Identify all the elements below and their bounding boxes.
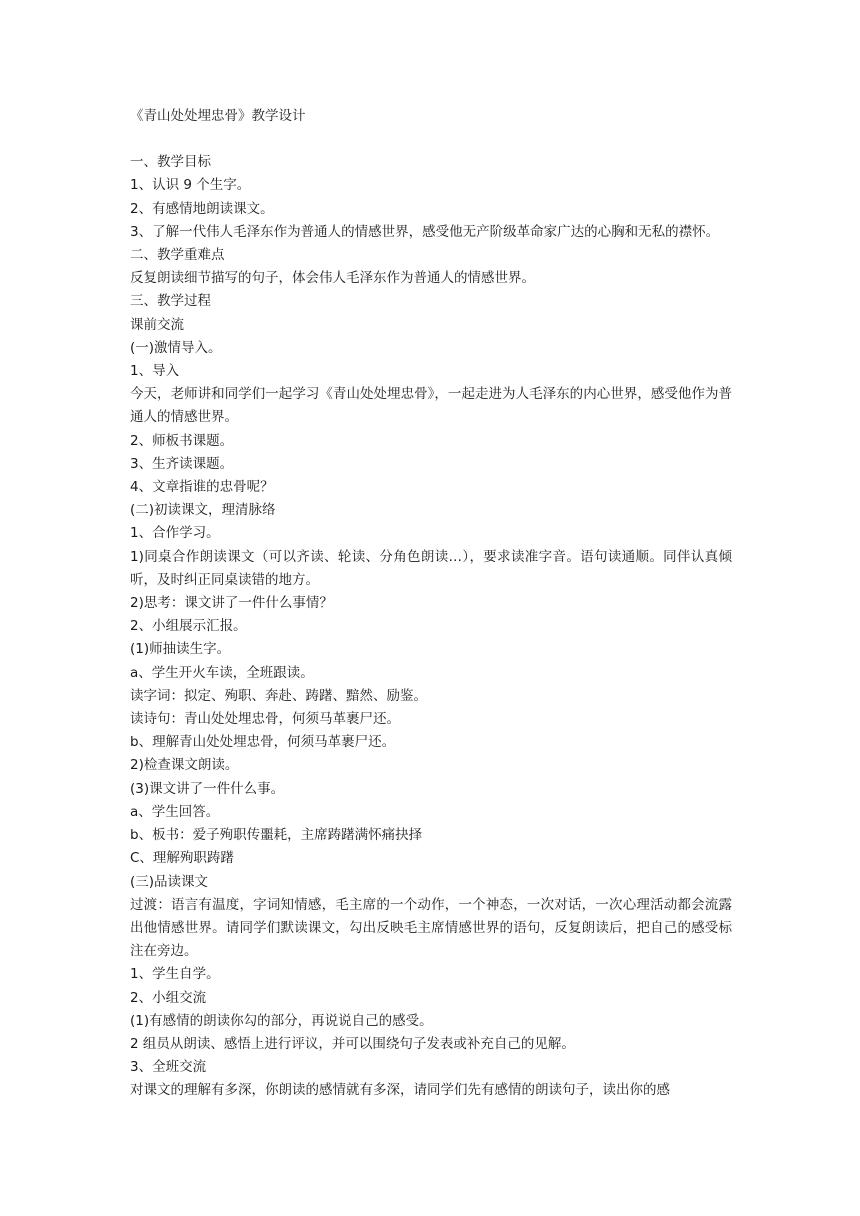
paragraph: a、学生开火车读，全班跟读。 (130, 664, 314, 681)
paragraph: 2)检查课文朗读。 (130, 757, 239, 774)
paragraph: 对课文的理解有多深，你朗读的感情就有多深，请同学们先有感情的朗读句子，读出你的感 (130, 1082, 670, 1099)
document-title: 《青山处处埋忠骨》教学设计 (130, 108, 306, 124)
paragraph: 1)同桌合作朗读课文（可以齐读、轮读、分角色朗读…），要求读准字音。语句读通顺。同伴认真倾听，及时纠正同桌读错的地方。 (130, 548, 732, 588)
section-heading: 三、教学过程 (130, 293, 211, 310)
paragraph: (1)师抽读生字。 (130, 641, 231, 658)
paragraph: 1、认识 9 个生字。 (130, 177, 251, 194)
paragraph: 2)思考：课文讲了一件什么事情？ (130, 595, 333, 612)
paragraph: 4、文章指谁的忠骨呢？ (130, 479, 274, 496)
paragraph: (二)初读课文，理清脉络 (130, 502, 276, 519)
paragraph: 3、生齐读课题。 (130, 455, 234, 472)
paragraph: 2、小组展示汇报。 (130, 618, 247, 635)
paragraph: 2、有感情地朗读课文。 (130, 200, 274, 217)
paragraph: (一)激情导入。 (130, 339, 222, 356)
document-body (130, 105, 732, 1103)
paragraph: (3)课文讲了一件什么事。 (130, 780, 285, 797)
paragraph: 课前交流 (130, 316, 184, 333)
paragraph: 读字词：拟定、殉职、奔赴、踌躇、黯然、励鉴。 (130, 687, 427, 704)
paragraph: 反复朗读细节描写的句子，体会伟人毛泽东作为普通人的情感世界。 (130, 270, 535, 287)
paragraph: 今天，老师讲和同学们一起学习《青山处处埋忠骨》，一起走进为人毛泽东的内心世界，感受他作为普通人的情感世界。 (130, 386, 732, 426)
paragraph: a、学生回答。 (130, 803, 220, 820)
paragraph: (三)品读课文 (130, 873, 209, 890)
paragraph: C、理解殉职踌躇 (130, 850, 234, 867)
paragraph: b、板书：爱子殉职传噩耗，主席踌躇满怀痛抉择 (130, 827, 423, 844)
paragraph: 2、小组交流 (130, 989, 207, 1006)
paragraph: 3、全班交流 (130, 1059, 207, 1076)
paragraph: 2、师板书课题。 (130, 432, 234, 449)
paragraph: 读诗句：青山处处埋忠骨，何须马革裹尸还。 (130, 711, 400, 728)
section-heading: 一、教学目标 (130, 154, 211, 171)
paragraph: 过渡：语言有温度，字词知情感，毛主席的一个动作，一个神态，一次对话，一次心理活动都会流露出他情感世界。请同学们默读课文，勾出反映毛主席情感世界的语句，反复朗读后，把自己的感受标注在旁边。 (130, 896, 732, 960)
paragraph: 3、了解一代伟人毛泽东作为普通人的情感世界，感受他无产阶级革命家广达的心胸和无私的襟怀。 (130, 223, 720, 240)
paragraph: (1)有感情的朗读你勾的部分，再说说自己的感受。 (130, 1012, 433, 1029)
paragraph: 2 组员从朗读、感悟上进行评议，并可以围绕句子发表或补充自己的见解。 (130, 1035, 575, 1052)
paragraph: 1、学生自学。 (130, 966, 220, 983)
paragraph: b、理解青山处处埋忠骨，何须马革裹尸还。 (130, 734, 396, 751)
section-heading: 二、教学重难点 (130, 247, 225, 264)
paragraph: 1、导入 (130, 363, 180, 380)
paragraph: 1、合作学习。 (130, 525, 220, 542)
